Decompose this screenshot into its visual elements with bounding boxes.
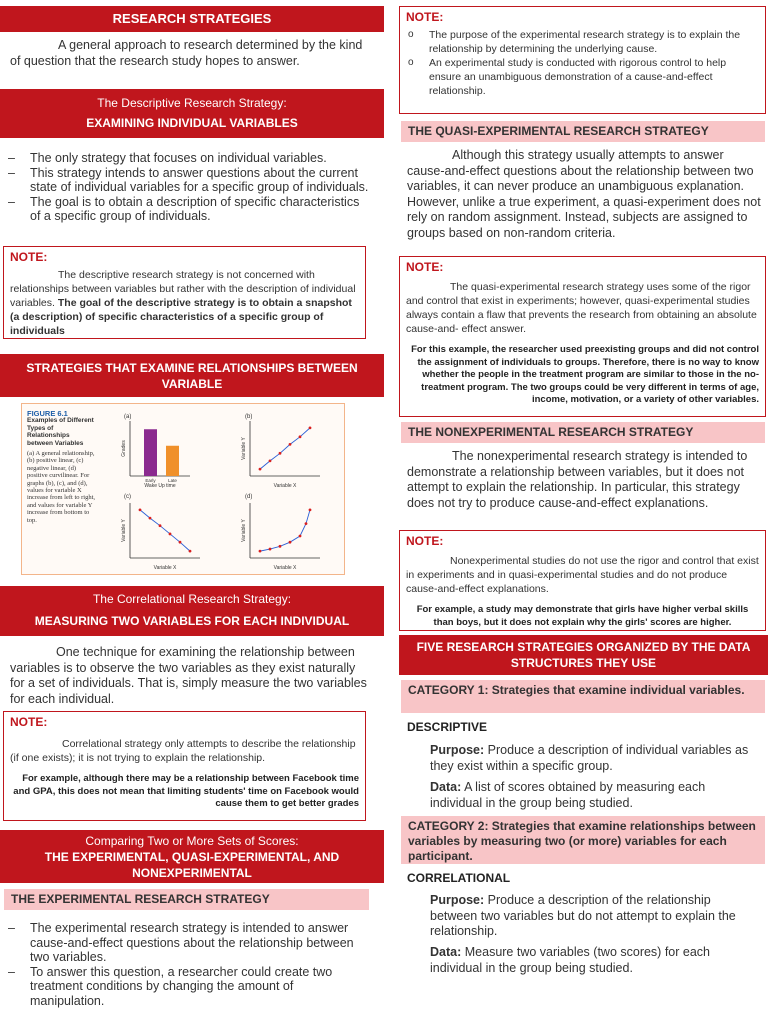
data-point [259,550,262,553]
figure-6-1 [21,403,345,575]
data-point [269,459,272,462]
data-label: Data: [430,945,462,959]
category-2-bar: CATEGORY 2: Strategies that examine relationships between variables by measuring two (or more) variables for each participant. [401,816,765,864]
figure-title: FIGURE 6.1 [27,409,68,418]
nonexperimental-header: THE NONEXPERIMENTAL RESEARCH STRATEGY [401,422,765,443]
experimental-note-bullets [406,28,759,98]
data-point [279,452,282,455]
data-point [139,508,142,511]
nonexperimental-text: The nonexperimental research strategy is intended to demonstrate a relationship between variables, but it does not attempt to explain the relationship. In particular, this strategy does not try to produce cause-and-effect explanations. [407,449,748,510]
note-bold-text: The goal of the descriptive strategy is to obtain a snapshot (a description) of specific characteristics of a specific group of individuals [10,297,352,337]
panel-d-label: (d) [245,494,253,500]
data-point [289,443,292,446]
data-point [279,545,282,548]
x-axis-label: Variable X [153,565,177,571]
descriptive-label: DESCRIPTIVE [407,720,488,734]
chart-c [121,503,200,571]
note-label: NOTE: [10,715,48,729]
data-point [309,426,312,429]
nonexp-note-text: Nonexperimental studies do not use the rigor and control that exist in experiments and in quasi-experimental studies and do not produce cause-and-effect explanations. [406,555,759,595]
note-label: NOTE: [406,10,444,24]
data-point [269,548,272,551]
quasi-experimental-text: Although this strategy usually attempts to answer cause-and-effect questions about the relationship between two variables, it can never produce an unambiguous explanation. However, unlike a true experiment, a quasi-experiment does not rely on random assignment. Instead, subjects are assigned to groups based on non-random criteria. [407,148,761,240]
quasi-note-box [399,256,766,417]
list-item: – The only strategy that focuses on individual variables. [0,151,370,166]
list-item: – This strategy intends to answer questions about the current state of individual variables for a specific group of individuals. [0,166,370,195]
descriptive-data [430,780,760,811]
experimental-bullets [0,921,370,1009]
purpose-text: Produce a description of the relationship between two variables but do not attempt to explain the relationship. [430,893,736,938]
relationships-header: STRATEGIES THAT EXAMINE RELATIONSHIPS BETWEEN VARIABLE [0,354,384,397]
data-point [309,508,312,511]
panel-a-label: (a) [124,414,132,420]
y-axis-label: Variable Y [241,519,247,542]
correlational-note-box [3,711,366,821]
experimental-note-box [399,6,766,114]
quasi-experimental-header: THE QUASI-EXPERIMENTAL RESEARCH STRATEGY [401,121,765,142]
series-line [260,510,310,551]
y-axis-label: Variable Y [121,519,127,542]
data-point [305,522,308,525]
chart-d [241,503,320,571]
experimental-header: THE EXPERIMENTAL RESEARCH STRATEGY [4,889,369,910]
chart-b [241,421,320,489]
y-axis-label: Grades [121,440,127,457]
quasi-note-text: The quasi-experimental research strategy uses some of the rigor and control that exist in experiments; however, quasi-experimental studies always contain a flaw that prevents the research from obtaining an absolute cause-and- effect answer. [406,281,757,335]
correlational-text: One technique for examining the relationship between variables is to observe the two variables as they exist naturally for a set of individuals. That is, simply measure the two variables for each individual. [10,645,367,706]
data-point [259,468,262,471]
data-point [289,541,292,544]
list-item: – The goal is to obtain a description of specific characteristics of a specific group of individuals. [0,195,370,224]
data-label: Data: [430,780,462,794]
x-axis-label: Variable X [273,565,297,571]
data-point [169,533,172,536]
y-axis-label: Variable Y [241,437,247,460]
correlational-data [430,945,760,976]
bar [166,446,179,476]
data-point [149,517,152,520]
data-point [179,541,182,544]
bar [144,429,157,476]
correlational-strategy-header [0,586,384,636]
tick-label: Late [168,478,177,483]
correlational-note-example: For example, although there may be a relationship between Facebook time and GPA, this does not mean that limiting students' time on Facebook would cause them to get better grades [13,773,359,809]
descriptive-note-box [3,246,366,339]
comparing-header-main: THE EXPERIMENTAL, QUASI-EXPERIMENTAL, AND NONEXPERIMENTAL [44,850,340,880]
panel-b-label: (b) [245,414,253,420]
x-axis-label: Wake Up time [144,483,176,489]
figure-caption: (a) A general relationship, (b) positive linear, (c) negative linear, (d) positive curvilinear. For graphs (b), (c), and (d), values for variable X increase from left to right, and values for variable Y increase from bottom to top. [27,450,96,524]
data-text: Measure two variables (two scores) for each individual in the group being studied. [430,945,710,975]
correlational-header-main: MEASURING TWO VARIABLES FOR EACH INDIVIDUAL [34,614,350,628]
panel-c-label: (c) [124,494,131,500]
tick-label: Early [145,478,156,483]
purpose-label: Purpose: [430,893,485,907]
correlational-label: CORRELATIONAL [407,871,511,885]
descriptive-header-sub: The Descriptive Research Strategy: [97,96,287,110]
nonexperimental-note-box [399,530,766,631]
descriptive-header-main: EXAMINING INDIVIDUAL VARIABLES [86,116,298,130]
note-text: The descriptive research strategy is not concerned with relationships between variables but rather with the description of individual variables. [10,269,356,309]
quasi-note-example: For this example, the researcher used preexisting groups and did not control the assignment of individuals to groups. Therefore, there is no way to know whether the people in the treatment program are similar to those in the no- treatment program. The two groups could be very different in terms of age, income, motivation, or a variety of other variables. [411,344,759,405]
note-label: NOTE: [406,260,444,274]
data-point [299,535,302,538]
list-item: o An experimental study is conducted with rigorous control to help ensure an unambiguous demonstration of a cause-and-effect relationship. [406,56,759,98]
five-strategies-header: FIVE RESEARCH STRATEGIES ORGANIZED BY THE DATA STRUCTURES THEY USE [399,635,768,675]
purpose-label: Purpose: [430,743,485,757]
comparing-header-sub: Comparing Two or More Sets of Scores: [85,834,299,848]
data-point [189,550,192,553]
descriptive-strategy-header [0,89,384,138]
nonexp-note-example: For example, a study may demonstrate that girls have higher verbal skills than boys, but it does not explain why the girls' scores are higher. [416,604,749,628]
list-item: – To answer this question, a researcher could create two treatment conditions by changing the amount of manipulation. [0,965,370,1009]
note-label: NOTE: [406,534,444,548]
list-item: – The experimental research strategy is intended to answer cause-and-effect questions about the relationship between two variables. [0,921,370,965]
data-point [299,435,302,438]
correlational-note-text: Correlational strategy only attempts to describe the relationship (if one exists); it is not trying to explain the relationship. [10,738,356,764]
research-strategies-header: RESEARCH STRATEGIES [0,6,384,32]
series-line [260,428,310,469]
correlational-purpose [430,893,760,940]
figure-charts [100,406,340,572]
descriptive-note-text [10,268,359,338]
figure-subtitle: Examples of Different Types of Relationships between Variables [27,417,94,447]
descriptive-bullets [0,151,370,224]
x-axis-label: Variable X [273,483,297,489]
data-point [159,524,162,527]
list-item: o The purpose of the experimental research strategy is to explain the relationship by determining the underlying cause. [406,28,759,56]
chart-a [121,421,190,489]
purpose-text: Produce a description of individual variables as they exist within a specific group. [430,743,749,773]
research-strategies-definition: A general approach to research determined by the kind of question that the research study hopes to answer. [10,38,363,68]
note-label: NOTE: [10,250,48,264]
descriptive-purpose [430,743,760,774]
correlational-header-sub: The Correlational Research Strategy: [92,592,292,606]
category-1-bar: CATEGORY 1: Strategies that examine individual variables. [401,680,765,713]
comparing-header [0,830,384,883]
data-text: A list of scores obtained by measuring each individual in the group being studied. [430,780,706,810]
series-line [140,510,190,551]
